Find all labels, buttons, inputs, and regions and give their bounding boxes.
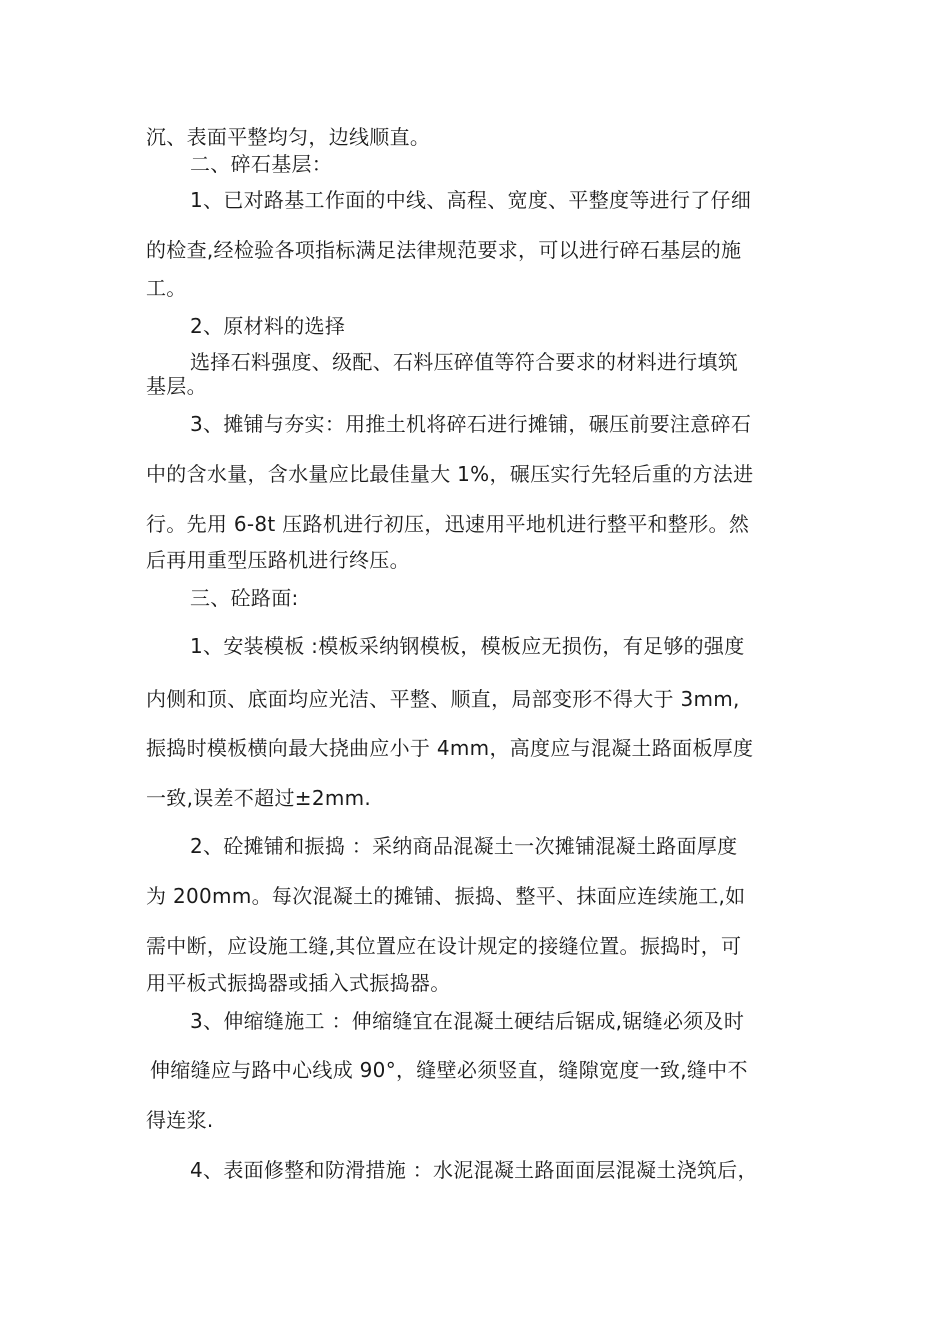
text-line: 需中断，应设施工缝,其位置应在设计规定的接缝位置。振捣时，可 <box>146 934 742 958</box>
text-line: 选择石料强度、级配、石料压碎值等符合要求的材料进行填筑 <box>190 350 739 374</box>
text-line: 基层。 <box>146 374 207 398</box>
text-line: 内侧和顶、底面均应光洁、平整、顺直，局部变形不得大于 3mm, <box>146 687 740 711</box>
text-line: 行。先用 6-8t 压路机进行初压，迅速用平地机进行整平和整形。然 <box>146 512 750 536</box>
text-line: 后再用重型压路机进行终压。 <box>146 548 410 572</box>
text-line: 沉、表面平整均匀，边线顺直。 <box>146 125 431 149</box>
text-line: 用平板式振捣器或插入式振捣器。 <box>146 971 451 995</box>
text-line: 1、安装模板 :模板采纳钢模板，模板应无损伤，有足够的强度 <box>190 634 745 658</box>
text-line: 3、摊铺与夯实：用推土机将碎石进行摊铺，碾压前要注意碎石 <box>190 412 752 436</box>
text-line: 1、已对路基工作面的中线、高程、宽度、平整度等进行了仔细 <box>190 188 752 212</box>
text-line: 得连浆. <box>146 1108 214 1132</box>
text-line: 伸缩缝应与路中心线成 90°，缝壁必须竖直，缝隙宽度一致,缝中不 <box>150 1058 748 1082</box>
section-heading: 二、碎石基层： <box>190 152 333 176</box>
subheading: 2、原材料的选择 <box>190 314 346 338</box>
section-heading: 三、砼路面: <box>190 586 299 610</box>
text-line: 3、伸缩缝施工 ：伸缩缝宜在混凝土硬结后锯成,锯缝必须及时 <box>190 1009 745 1033</box>
text-line: 工。 <box>146 276 187 300</box>
text-line: 一致,误差不超过±2mm. <box>146 786 372 810</box>
text-line: 中的含水量，含水量应比最佳量大 1%，碾压实行先轻后重的方法进 <box>146 462 754 486</box>
text-line: 4、表面修整和防滑措施 ：水泥混凝土路面面层混凝土浇筑后， <box>190 1158 758 1182</box>
text-line: 振捣时模板横向最大挠曲应小于 4mm，高度应与混凝土路面板厚度 <box>146 736 754 760</box>
text-line: 为 200mm。每次混凝土的摊铺、振捣、整平、抹面应连续施工,如 <box>146 884 746 908</box>
text-line: 2、砼摊铺和振捣 ：采纳商品混凝土一次摊铺混凝土路面厚度 <box>190 834 738 858</box>
text-line: 的检查,经检验各项指标满足法律规范要求，可以进行碎石基层的施 <box>146 238 742 262</box>
